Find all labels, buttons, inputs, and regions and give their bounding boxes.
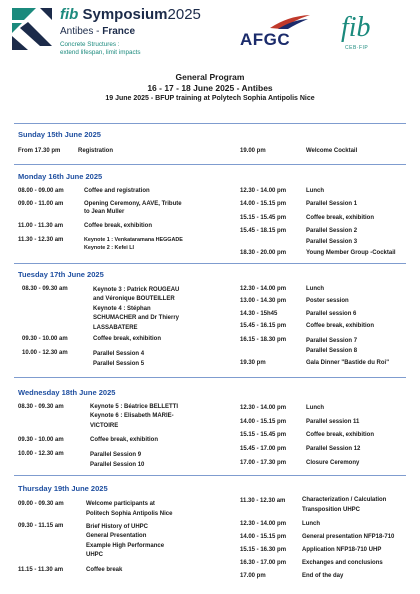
session-text: Lunch [302, 521, 320, 527]
session-text: Characterization / Calculation Transposition UHPC [302, 497, 387, 513]
program-title: General Program [175, 72, 245, 82]
time-slot: 10.00 - 12.30 am [22, 350, 68, 356]
section-divider [14, 263, 406, 264]
program-dates: 16 - 17 - 18 June 2025 - Antibes [147, 83, 273, 93]
time-slot: 08.30 - 09.30 am [22, 286, 68, 292]
training-subtitle: 19 June 2025 - BFUP training at Polytech Sophia Antipolis Nice [105, 95, 315, 102]
afgc-logo: AFGC [240, 14, 312, 48]
time-slot: 08.30 - 09.30 am [18, 404, 64, 410]
session-text: Registration [78, 148, 114, 154]
time-slot: 08.00 - 09.00 am [18, 188, 64, 194]
fib-logo: fib CEB·FIP [341, 12, 371, 51]
session-text: Application NFP18-710 UHP [302, 547, 382, 553]
session-text: Coffee break, exhibition [90, 437, 159, 443]
session-text: Parallel Session 1 [306, 201, 358, 207]
time-slot: 15.45 - 16.15 pm [240, 323, 287, 329]
session-text: Young Member Group -Cocktail [306, 250, 396, 256]
day-title-thursday: Thursday 19th June 2025 [18, 484, 108, 493]
session-text: Brief History of UHPC General Presentation Example High Performance UHPC [86, 524, 165, 559]
time-slot: 14.00 - 15.15 pm [240, 201, 287, 207]
session-text: Exchanges and conclusions [302, 560, 383, 566]
section-divider [14, 123, 406, 124]
session-text: Gala Dinner "Bastide du Roi" [306, 360, 390, 366]
time-slot: 16.30 - 17.00 pm [240, 560, 287, 566]
section-divider [14, 475, 406, 476]
day-title-sunday: Sunday 15th June 2025 [18, 130, 101, 139]
session-text: Coffee break, exhibition [306, 215, 375, 221]
time-slot: 12.30 - 14.00 pm [240, 405, 287, 411]
time-slot: 15.15 - 15.45 pm [240, 432, 287, 438]
session-text: Welcome Cocktail [306, 148, 358, 154]
session-text: Parallel Session 12 [306, 446, 361, 452]
time-slot: 17.00 - 17.30 pm [240, 460, 287, 466]
session-text: Coffee break, exhibition [306, 323, 375, 329]
program-titles [0, 72, 420, 104]
page-header [0, 0, 420, 70]
session-text: Closure Ceremony [306, 460, 360, 466]
time-slot: 09.00 - 09.30 am [18, 501, 64, 507]
session-text: Keynote 3 : Patrick ROUGEAU and Véronique BOUTEILLER Keynote 4 : Stéphan SCHUMACHER and Dr Thierry LASSABATERE [93, 287, 180, 331]
session-text: End of the day [302, 573, 344, 579]
time-slot: 09.30 - 11.15 am [18, 523, 64, 529]
session-text: Coffee break, exhibition [306, 432, 375, 438]
time-slot: 15.15 - 15.45 pm [240, 215, 287, 221]
time-slot: 12.30 - 14.00 pm [240, 286, 287, 292]
time-slot: 12.30 - 14.00 pm [240, 521, 287, 527]
time-slot: 17.00 pm [240, 573, 266, 579]
time-slot: 19.30 pm [240, 360, 266, 366]
session-text: General presentation NFP18-710 [302, 534, 395, 540]
session-text: Parallel session 11 [306, 419, 360, 425]
session-text: Coffee break, exhibition [93, 336, 162, 342]
time-slot: 09.00 - 11.00 am [18, 201, 64, 207]
session-text: Lunch [306, 286, 324, 292]
section-divider [14, 164, 406, 165]
time-slot: 14.00 - 15.15 pm [240, 419, 287, 425]
time-slot: 15.15 - 16.30 pm [240, 547, 287, 553]
time-slot: 09.30 - 10.00 am [18, 437, 64, 443]
symposium-title: fib Symposium2025 [60, 6, 201, 23]
time-slot: 11.00 - 11.30 am [18, 223, 64, 229]
time-slot: 14.30 - 15h45 [240, 311, 278, 317]
time-slot: 09.30 - 10.00 am [22, 336, 68, 342]
session-text: Coffee break [86, 567, 123, 573]
day-title-monday: Monday 16th June 2025 [18, 172, 103, 181]
time-slot: 14.00 - 15.15 pm [240, 534, 287, 540]
session-text: Lunch [306, 405, 324, 411]
session-text: Parallel Session 9 Parallel Session 10 [90, 452, 145, 468]
section-divider [14, 377, 406, 378]
session-text: Coffee and registration [84, 188, 150, 194]
time-slot: 12.30 - 14.00 pm [240, 188, 287, 194]
day-title-wednesday: Wednesday 18th June 2025 [18, 388, 116, 397]
time-slot: 11.15 - 11.30 am [18, 567, 64, 573]
symposium-logo-icon [10, 6, 54, 52]
afgc-bird-icon [268, 14, 312, 30]
session-text: Parallel session 6 [306, 311, 357, 317]
session-text: Opening Ceremony, AAVE, Tribute to Jean Muller [84, 201, 182, 215]
time-slot: 18.30 - 20.00 pm [240, 250, 287, 256]
session-text: Welcome participants at Politech Sophia Antipolis Nice [86, 501, 173, 517]
symposium-tagline: Concrete Structures : extend lifespan, limit impacts [60, 41, 141, 56]
session-text: Parallel Session 7 Parallel Session 8 [306, 338, 358, 354]
time-slot: 15.45 - 18.15 pm [240, 228, 287, 234]
session-text: Parallel Session 4 Parallel Session 5 [93, 351, 145, 367]
time-slot: From 17.30 pm [18, 148, 61, 154]
session-text: Keynote 1 : Venkataramana HEGGADE Keynote 2 : Kefei LI [84, 237, 183, 251]
time-slot: 13.00 - 14.30 pm [240, 298, 287, 304]
time-slot: 19.00 pm [240, 148, 266, 154]
time-slot: 15.45 - 17.00 pm [240, 446, 287, 452]
time-slot: 11.30 - 12.30 am [18, 237, 64, 243]
session-text: Poster session [306, 298, 349, 304]
time-slot: 11.30 - 12.30 am [240, 498, 286, 504]
day-title-tuesday: Tuesday 17th June 2025 [18, 270, 104, 279]
time-slot: 16.15 - 18.30 pm [240, 337, 287, 343]
symposium-location: Antibes - France [60, 26, 136, 37]
session-text: Lunch [306, 188, 324, 194]
session-text: Keynote 5 : Béatrice BELLETTI Keynote 6 : Elisabeth MARIE- VICTOIRE [90, 404, 179, 429]
session-text: Parallel Session 2 Parallel Session 3 [306, 228, 358, 245]
session-text: Coffee break, exhibition [84, 223, 153, 229]
time-slot: 10.00 - 12.30 am [18, 451, 64, 457]
